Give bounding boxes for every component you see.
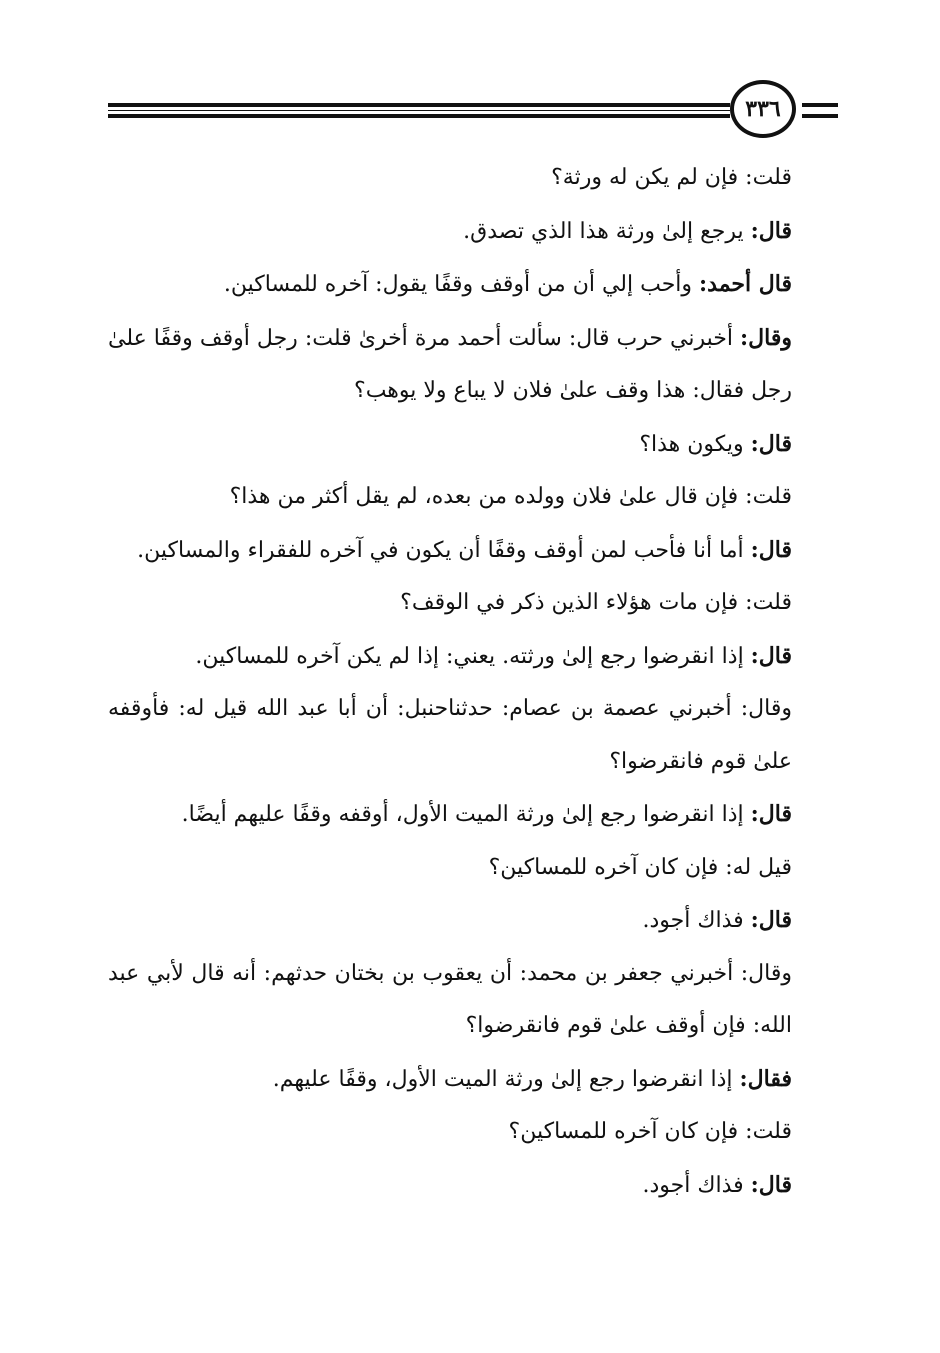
paragraph-text: إذا انقرضوا رجع إلىٰ ورثة الميت الأول، وقفًا عليهم. (272, 1066, 740, 1092)
paragraph (108, 1159, 838, 1213)
paragraph (108, 788, 838, 842)
paragraph-text: فإن كان آخره للمساكين؟ (488, 854, 726, 880)
speaker-label: قال: (750, 1171, 792, 1198)
paragraph-text: أخبرني حرب قال: سألت أحمد مرة أخرىٰ قلت: رجل أوقف وقفًا علىٰ رجل فقال: هذا وقف علىٰ فلان لا يباع ولا يوهب؟ (108, 325, 792, 403)
header-rule (108, 114, 730, 118)
paragraph-text: فإن كان آخره للمساكين؟ (508, 1119, 746, 1144)
paragraph-text: فذاك أجود. (642, 908, 751, 933)
speaker-label: قال: (750, 642, 792, 669)
header-rule (108, 103, 730, 107)
paragraph (108, 152, 838, 205)
paragraph (108, 683, 838, 788)
header-rule-stub (802, 103, 838, 107)
paragraph-text: أخبرني عصمة بن عصام: حدثناحنبل: أن أبا عبد الله قيل له: فأوقفه علىٰ قوم فانقرضوا؟ (108, 696, 792, 774)
paragraph (108, 948, 838, 1053)
paragraph-text: وأحب إلي أن من أوقف وقفًا يقول: آخره للمساكين. (223, 272, 700, 297)
speaker-label: قال: (750, 907, 792, 933)
speaker-label: قال: (750, 536, 792, 563)
paragraph-text: إذا انقرضوا رجع إلىٰ ورثة الميت الأول، أوقفه وقفًا عليهم أيضًا. (181, 802, 751, 827)
page-body (108, 152, 838, 1212)
paragraph (108, 1053, 838, 1107)
paragraph (108, 205, 838, 259)
speaker-label: وقال: (740, 324, 792, 351)
paragraph-text: أما أنا فأحب لمن أوقف وقفًا أن يكون في آخره للفقراء والمساكين. (137, 537, 751, 563)
paragraph-text: فإن مات هؤلاء الذين ذكر في الوقف؟ (400, 590, 746, 615)
speaker-label: قيل له: (725, 854, 792, 880)
paragraph-text: فإن لم يكن له ورثة؟ (551, 165, 746, 190)
paragraph-text: ويكون هذا؟ (639, 431, 751, 457)
speaker-label: قلت: (745, 165, 792, 190)
speaker-label: قلت: (745, 590, 792, 615)
paragraph (108, 418, 838, 472)
speaker-label: وقال: (740, 960, 792, 986)
header-rule-stub (802, 114, 838, 118)
speaker-label: قال: (750, 217, 792, 244)
speaker-label: فقال: (739, 1065, 792, 1092)
page-header (108, 80, 838, 140)
paragraph (108, 524, 838, 578)
paragraph (108, 471, 838, 524)
paragraph (108, 894, 838, 948)
speaker-label: قال أحمد: (699, 271, 792, 297)
paragraph-text: فإن قال علىٰ فلان وولده من بعده، لم يقل أكثر من هذا؟ (229, 484, 746, 509)
speaker-label: قلت: (745, 484, 792, 509)
speaker-label: قال: (750, 430, 792, 457)
speaker-label: قال: (750, 801, 792, 827)
paragraph-text: أخبرني جعفر بن محمد: أن يعقوب بن بختان حدثهم: أنه قال لأبي عبد الله: فإن أوقف علىٰ قوم فانقرضوا؟ (108, 960, 792, 1038)
paragraph (108, 577, 838, 630)
page-number: ٣٣٦ (730, 80, 796, 138)
header-rule (108, 110, 730, 111)
paragraph (108, 630, 838, 684)
paragraph (108, 258, 838, 312)
paragraph (108, 312, 838, 418)
paragraph-text: يرجع إلىٰ ورثة هذا الذي تصدق. (463, 218, 751, 244)
speaker-label: وقال: (740, 696, 792, 721)
paragraph (108, 842, 838, 895)
paragraph-text: إذا انقرضوا رجع إلىٰ ورثته. يعني: إذا لم يكن آخره للمساكين. (195, 643, 751, 669)
paragraph (108, 1106, 838, 1159)
speaker-label: قلت: (745, 1119, 792, 1144)
paragraph-text: فذاك أجود. (642, 1172, 751, 1198)
